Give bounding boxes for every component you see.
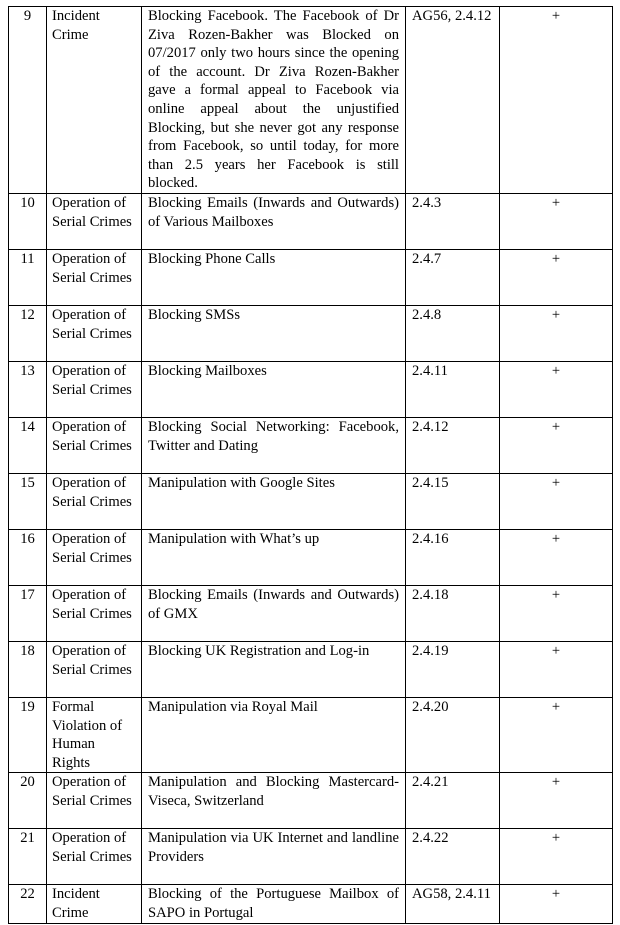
category-cell: Operation of Serial Crimes xyxy=(47,305,142,361)
description-cell: Blocking Phone Calls xyxy=(142,249,406,305)
mark-cell: + xyxy=(500,249,613,305)
row-number: 14 xyxy=(9,417,47,473)
table-row xyxy=(9,885,613,923)
table-row xyxy=(9,417,613,473)
row-number: 16 xyxy=(9,529,47,585)
reference-cell: 2.4.7 xyxy=(406,249,500,305)
category-cell: Operation of Serial Crimes xyxy=(47,529,142,585)
category-cell: Formal Violation of Human Rights xyxy=(47,697,142,772)
table-row xyxy=(9,829,613,885)
table-row xyxy=(9,697,613,772)
reference-cell: AG58, 2.4.11 xyxy=(406,885,500,923)
reference-cell: AG56, 2.4.12 xyxy=(406,7,500,194)
category-cell: Operation of Serial Crimes xyxy=(47,361,142,417)
table-row xyxy=(9,529,613,585)
row-number: 9 xyxy=(9,7,47,194)
table-row xyxy=(9,305,613,361)
reference-cell: 2.4.16 xyxy=(406,529,500,585)
row-number: 19 xyxy=(9,697,47,772)
category-cell: Operation of Serial Crimes xyxy=(47,829,142,885)
description-cell: Manipulation with Google Sites xyxy=(142,473,406,529)
category-cell: Operation of Serial Crimes xyxy=(47,585,142,641)
reference-cell: 2.4.22 xyxy=(406,829,500,885)
row-number: 15 xyxy=(9,473,47,529)
mark-cell: + xyxy=(500,361,613,417)
category-cell: Operation of Serial Crimes xyxy=(47,417,142,473)
category-cell: Incident Crime xyxy=(47,885,142,923)
description-cell: Blocking Emails (Inwards and Outwards) of GMX xyxy=(142,585,406,641)
description-cell: Blocking Mailboxes xyxy=(142,361,406,417)
description-cell: Blocking Facebook. The Facebook of Dr Ziva Rozen-Bakher was Blocked on 07/2017 only two hours since the opening of the account. Dr Ziva Rozen-Bakher gave a formal appeal to Facebook via online appeal about the unjustified Blocking, but she never got any response from Facebook, so until today, for more than 2.5 years her Facebook is still blocked. xyxy=(142,7,406,194)
description-cell: Blocking UK Registration and Log-in xyxy=(142,641,406,697)
table-row xyxy=(9,249,613,305)
table-row xyxy=(9,473,613,529)
mark-cell: + xyxy=(500,697,613,772)
table-row xyxy=(9,641,613,697)
description-cell: Blocking Social Networking: Facebook, Twitter and Dating xyxy=(142,417,406,473)
category-cell: Operation of Serial Crimes xyxy=(47,473,142,529)
row-number: 10 xyxy=(9,193,47,249)
reference-cell: 2.4.3 xyxy=(406,193,500,249)
reference-cell: 2.4.21 xyxy=(406,773,500,829)
row-number: 18 xyxy=(9,641,47,697)
mark-cell: + xyxy=(500,473,613,529)
table-row xyxy=(9,585,613,641)
description-cell: Blocking Emails (Inwards and Outwards) of Various Mailboxes xyxy=(142,193,406,249)
mark-cell: + xyxy=(500,829,613,885)
row-number: 20 xyxy=(9,773,47,829)
reference-cell: 2.4.20 xyxy=(406,697,500,772)
row-number: 22 xyxy=(9,885,47,923)
crimes-table-body xyxy=(9,7,613,924)
row-number: 17 xyxy=(9,585,47,641)
row-number: 11 xyxy=(9,249,47,305)
category-cell: Operation of Serial Crimes xyxy=(47,249,142,305)
mark-cell: + xyxy=(500,885,613,923)
category-cell: Operation of Serial Crimes xyxy=(47,193,142,249)
description-cell: Manipulation with What’s up xyxy=(142,529,406,585)
category-cell: Operation of Serial Crimes xyxy=(47,773,142,829)
reference-cell: 2.4.15 xyxy=(406,473,500,529)
table-row xyxy=(9,773,613,829)
description-cell: Manipulation via UK Internet and landline Providers xyxy=(142,829,406,885)
table-row xyxy=(9,193,613,249)
row-number: 13 xyxy=(9,361,47,417)
reference-cell: 2.4.11 xyxy=(406,361,500,417)
reference-cell: 2.4.8 xyxy=(406,305,500,361)
category-cell: Operation of Serial Crimes xyxy=(47,641,142,697)
description-cell: Manipulation and Blocking Mastercard-Viseca, Switzerland xyxy=(142,773,406,829)
mark-cell: + xyxy=(500,417,613,473)
mark-cell: + xyxy=(500,641,613,697)
row-number: 12 xyxy=(9,305,47,361)
reference-cell: 2.4.19 xyxy=(406,641,500,697)
table-row xyxy=(9,7,613,194)
mark-cell: + xyxy=(500,585,613,641)
reference-cell: 2.4.18 xyxy=(406,585,500,641)
mark-cell: + xyxy=(500,305,613,361)
mark-cell: + xyxy=(500,529,613,585)
row-number: 21 xyxy=(9,829,47,885)
mark-cell: + xyxy=(500,193,613,249)
description-cell: Manipulation via Royal Mail xyxy=(142,697,406,772)
table-row xyxy=(9,361,613,417)
description-cell: Blocking SMSs xyxy=(142,305,406,361)
crimes-table xyxy=(8,6,613,924)
description-cell: Blocking of the Portuguese Mailbox of SAPO in Portugal xyxy=(142,885,406,923)
mark-cell: + xyxy=(500,7,613,194)
mark-cell: + xyxy=(500,773,613,829)
reference-cell: 2.4.12 xyxy=(406,417,500,473)
category-cell: Incident Crime xyxy=(47,7,142,194)
